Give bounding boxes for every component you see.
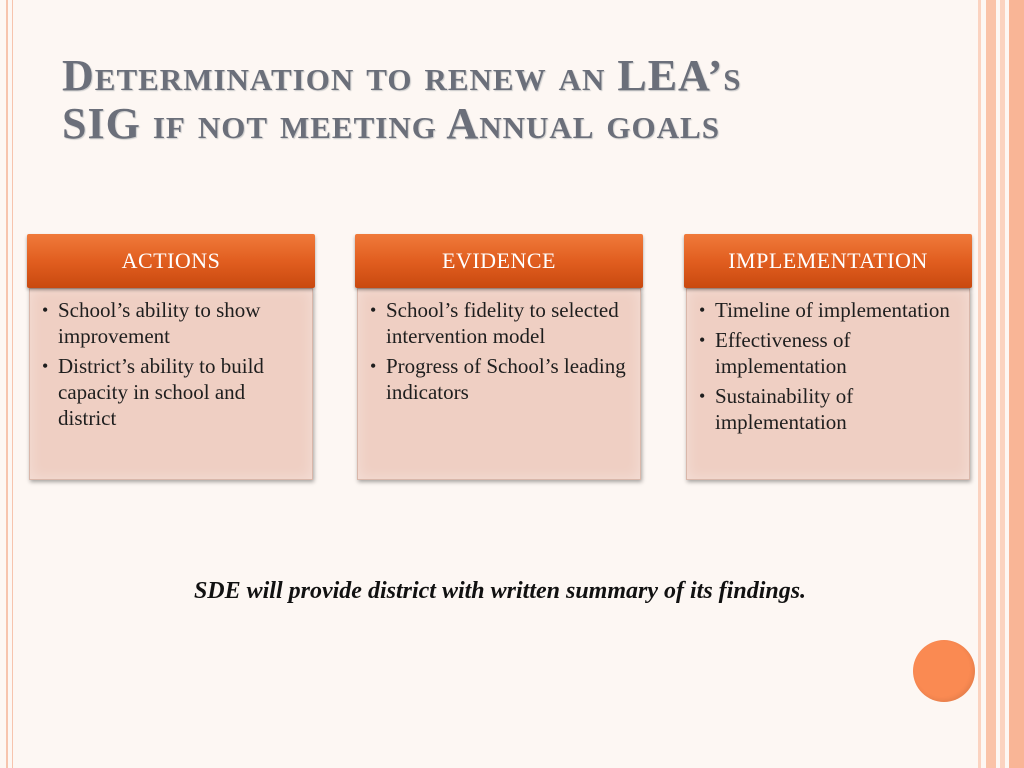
slide-title-line-2: SIG if not meeting Annual goals (62, 99, 720, 148)
card-actions (27, 234, 315, 480)
bullet-item: • District’s ability to build capacity in school and district (40, 353, 300, 431)
slide-title-line-1: Determination to renew an LEA’s (62, 51, 742, 100)
decorative-circle (913, 640, 975, 702)
slide-title (62, 52, 922, 148)
bullet-item: • School’s fidelity to selected intervention model (368, 297, 628, 349)
card-header-evidence: EVIDENCE (355, 234, 643, 288)
footer-note: SDE will provide district with written summary of its findings. (193, 578, 807, 604)
card-body-actions (29, 288, 313, 480)
bullet-item: • Progress of School’s leading indicators (368, 353, 628, 405)
bullet-item: • Effectiveness of implementation (697, 327, 957, 379)
card-body-evidence (357, 288, 641, 480)
bullet-item: • Timeline of implementation (697, 297, 957, 323)
card-header-actions: ACTIONS (27, 234, 315, 288)
left-accent-line (6, 0, 8, 768)
card-body-implementation (686, 288, 970, 480)
bullet-item: • Sustainability of implementation (697, 383, 957, 435)
card-header-implementation: IMPLEMENTATION (684, 234, 972, 288)
card-evidence (355, 234, 643, 480)
left-accent-line-thin (12, 0, 13, 768)
bullet-item: • School’s ability to show improvement (40, 297, 300, 349)
card-implementation (684, 234, 972, 480)
right-decorative-stripes (978, 0, 1024, 768)
